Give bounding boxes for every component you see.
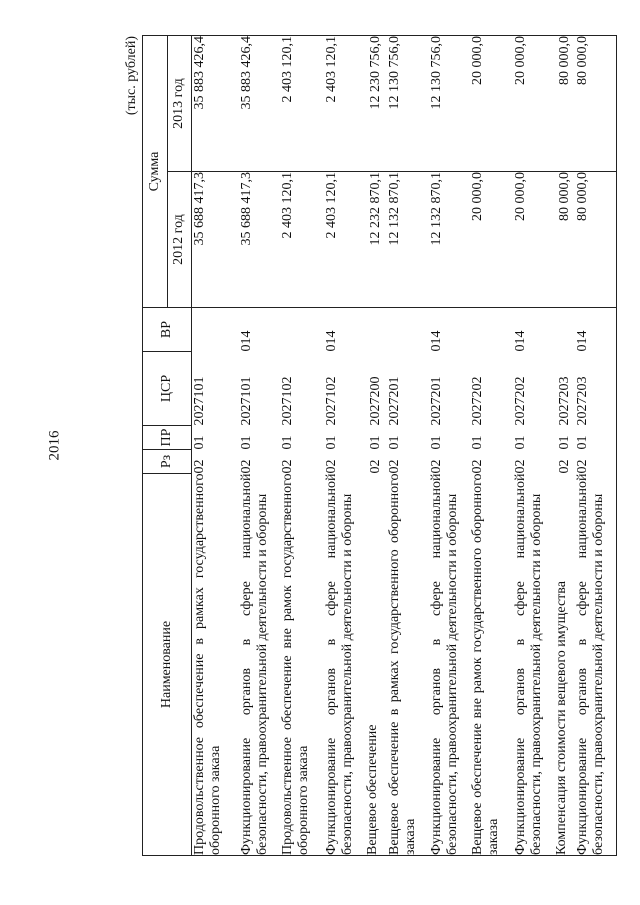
cell-vr bbox=[387, 308, 429, 352]
cell-name: Функционирование органов в сфере национальной безопасности, правоохранительной деятельности и обороны bbox=[324, 474, 365, 856]
cell-rz: 02 bbox=[238, 459, 254, 474]
table-row bbox=[387, 36, 429, 856]
cell-pr: 01 bbox=[323, 435, 339, 450]
header-rz: Рз bbox=[143, 450, 192, 474]
cell-y2012: 20 000,0 bbox=[470, 172, 513, 308]
cell-name: Вещевое обеспечение в рамках государственного оборонного заказа bbox=[387, 474, 429, 856]
cell-rz: 02 bbox=[512, 459, 528, 474]
cell-y2012: 2 403 120,1 bbox=[280, 172, 324, 308]
cell-y2012: 20 000,0 bbox=[513, 172, 554, 308]
table-row bbox=[280, 36, 324, 856]
cell-y2013: 35 883 426,4 bbox=[192, 36, 239, 172]
table-row bbox=[239, 36, 280, 856]
rotated-document bbox=[118, 36, 606, 856]
cell-vr: 014 bbox=[512, 330, 528, 352]
cell-vr bbox=[365, 308, 387, 352]
header-vr: ВР bbox=[143, 308, 192, 352]
cell-y2013: 35 883 426,4 bbox=[239, 36, 280, 172]
cell-name: Функционирование органов в сфере национальной безопасности, правоохранительной деятельности и обороны bbox=[429, 474, 470, 856]
cell-rz: 02 bbox=[575, 450, 617, 474]
cell-pr: 01 bbox=[279, 435, 295, 450]
table-row bbox=[554, 36, 575, 856]
header-name: Наименование bbox=[143, 474, 192, 856]
cell-y2012: 12 232 870,1 bbox=[365, 172, 387, 308]
cell-pr: 01 bbox=[512, 435, 528, 450]
cell-csr: 2027102 bbox=[323, 376, 339, 426]
cell-csr: 2027202 bbox=[469, 376, 485, 426]
cell-y2013: 20 000,0 bbox=[470, 36, 513, 172]
cell-csr: 2027203 bbox=[575, 352, 617, 426]
cell-y2013: 80 000,0 bbox=[554, 36, 575, 172]
cell-csr: 2027201 bbox=[386, 376, 402, 426]
cell-vr bbox=[554, 308, 575, 352]
cell-vr bbox=[280, 308, 324, 352]
header-year-2013: 2013 год bbox=[167, 36, 192, 172]
header-year-2012: 2012 год bbox=[167, 172, 192, 308]
cell-name: Функционирование органов в сфере национальной безопасности, правоохранительной деятельности и обороны bbox=[575, 474, 617, 856]
cell-y2012: 35 688 417,3 bbox=[192, 172, 239, 308]
cell-y2012: 80 000,0 bbox=[554, 172, 575, 308]
header-csr: ЦСР bbox=[143, 352, 192, 426]
cell-pr: 01 bbox=[238, 435, 254, 450]
cell-name: Функционирование органов в сфере национальной безопасности, правоохранительной деятельности и обороны bbox=[239, 474, 280, 856]
cell-csr: 2027101 bbox=[238, 376, 254, 426]
cell-vr: 014 bbox=[238, 330, 254, 352]
cell-pr: 01 bbox=[575, 426, 617, 450]
cell-vr: 014 bbox=[575, 308, 617, 352]
table-row bbox=[365, 36, 387, 856]
cell-y2013: 2 403 120,1 bbox=[324, 36, 365, 172]
cell-rz: 02 bbox=[367, 459, 383, 474]
cell-vr: 014 bbox=[323, 330, 339, 352]
cell-csr: 2027200 bbox=[367, 376, 383, 426]
cell-y2012: 80 000,0 bbox=[575, 172, 617, 308]
table-row bbox=[192, 36, 239, 856]
cell-vr bbox=[470, 308, 513, 352]
cell-y2013: 2 403 120,1 bbox=[280, 36, 324, 172]
cell-rz: 02 bbox=[279, 459, 295, 474]
cell-vr bbox=[192, 308, 239, 352]
cell-y2012: 12 132 870,1 bbox=[429, 172, 470, 308]
header-pr: ПР bbox=[143, 426, 192, 450]
cell-pr: 01 bbox=[367, 435, 383, 450]
cell-name: Вещевое обеспечение вне рамок государственного оборонного заказа bbox=[470, 474, 513, 856]
table-header bbox=[143, 36, 192, 856]
cell-pr: 01 bbox=[386, 435, 402, 450]
cell-y2012: 2 403 120,1 bbox=[324, 172, 365, 308]
table-row bbox=[575, 36, 617, 856]
table-row bbox=[324, 36, 365, 856]
cell-rz: 02 bbox=[192, 459, 207, 474]
cell-pr: 01 bbox=[192, 435, 207, 450]
cell-vr: 014 bbox=[428, 330, 444, 352]
cell-y2013: 12 130 756,0 bbox=[387, 36, 429, 172]
cell-name: Продовольственное обеспечение в рамках государственного оборонного заказа bbox=[192, 474, 239, 856]
cell-rz: 02 bbox=[428, 459, 444, 474]
cell-pr: 01 bbox=[469, 435, 485, 450]
cell-y2012: 35 688 417,3 bbox=[239, 172, 280, 308]
cell-rz: 02 bbox=[386, 459, 402, 474]
cell-csr: 2027202 bbox=[512, 376, 528, 426]
cell-y2012: 12 132 870,1 bbox=[387, 172, 429, 308]
page-number: 2016 bbox=[46, 430, 63, 461]
table-row bbox=[429, 36, 470, 856]
cell-rz: 02 bbox=[323, 459, 339, 474]
cell-y2013: 12 130 756,0 bbox=[429, 36, 470, 172]
cell-pr: 01 bbox=[428, 435, 444, 450]
cell-csr: 2027101 bbox=[192, 376, 207, 426]
cell-rz: 02 bbox=[469, 459, 485, 474]
units-note: (тыс. рублей) bbox=[124, 36, 139, 116]
cell-y2013: 20 000,0 bbox=[513, 36, 554, 172]
cell-name: Вещевое обеспечение bbox=[365, 474, 387, 856]
cell-csr: 2027102 bbox=[279, 376, 295, 426]
cell-csr: 2027201 bbox=[428, 376, 444, 426]
cell-name: Функционирование органов в сфере национальной безопасности, правоохранительной деятельности и обороны bbox=[513, 474, 554, 856]
header-sum: Сумма bbox=[143, 36, 168, 308]
cell-y2013: 80 000,0 bbox=[575, 36, 617, 172]
table-row bbox=[470, 36, 513, 856]
cell-name: Компенсация стоимости вещевого имущества bbox=[554, 474, 575, 856]
cell-y2013: 12 230 756,0 bbox=[365, 36, 387, 172]
table-row bbox=[513, 36, 554, 856]
cell-csr: 2027203 bbox=[556, 376, 572, 426]
cell-name: Продовольственное обеспечение вне рамок государственного оборонного заказа bbox=[280, 474, 324, 856]
budget-table bbox=[142, 35, 617, 856]
cell-pr: 01 bbox=[556, 435, 572, 450]
cell-rz: 02 bbox=[556, 459, 572, 474]
table-body bbox=[192, 36, 617, 856]
